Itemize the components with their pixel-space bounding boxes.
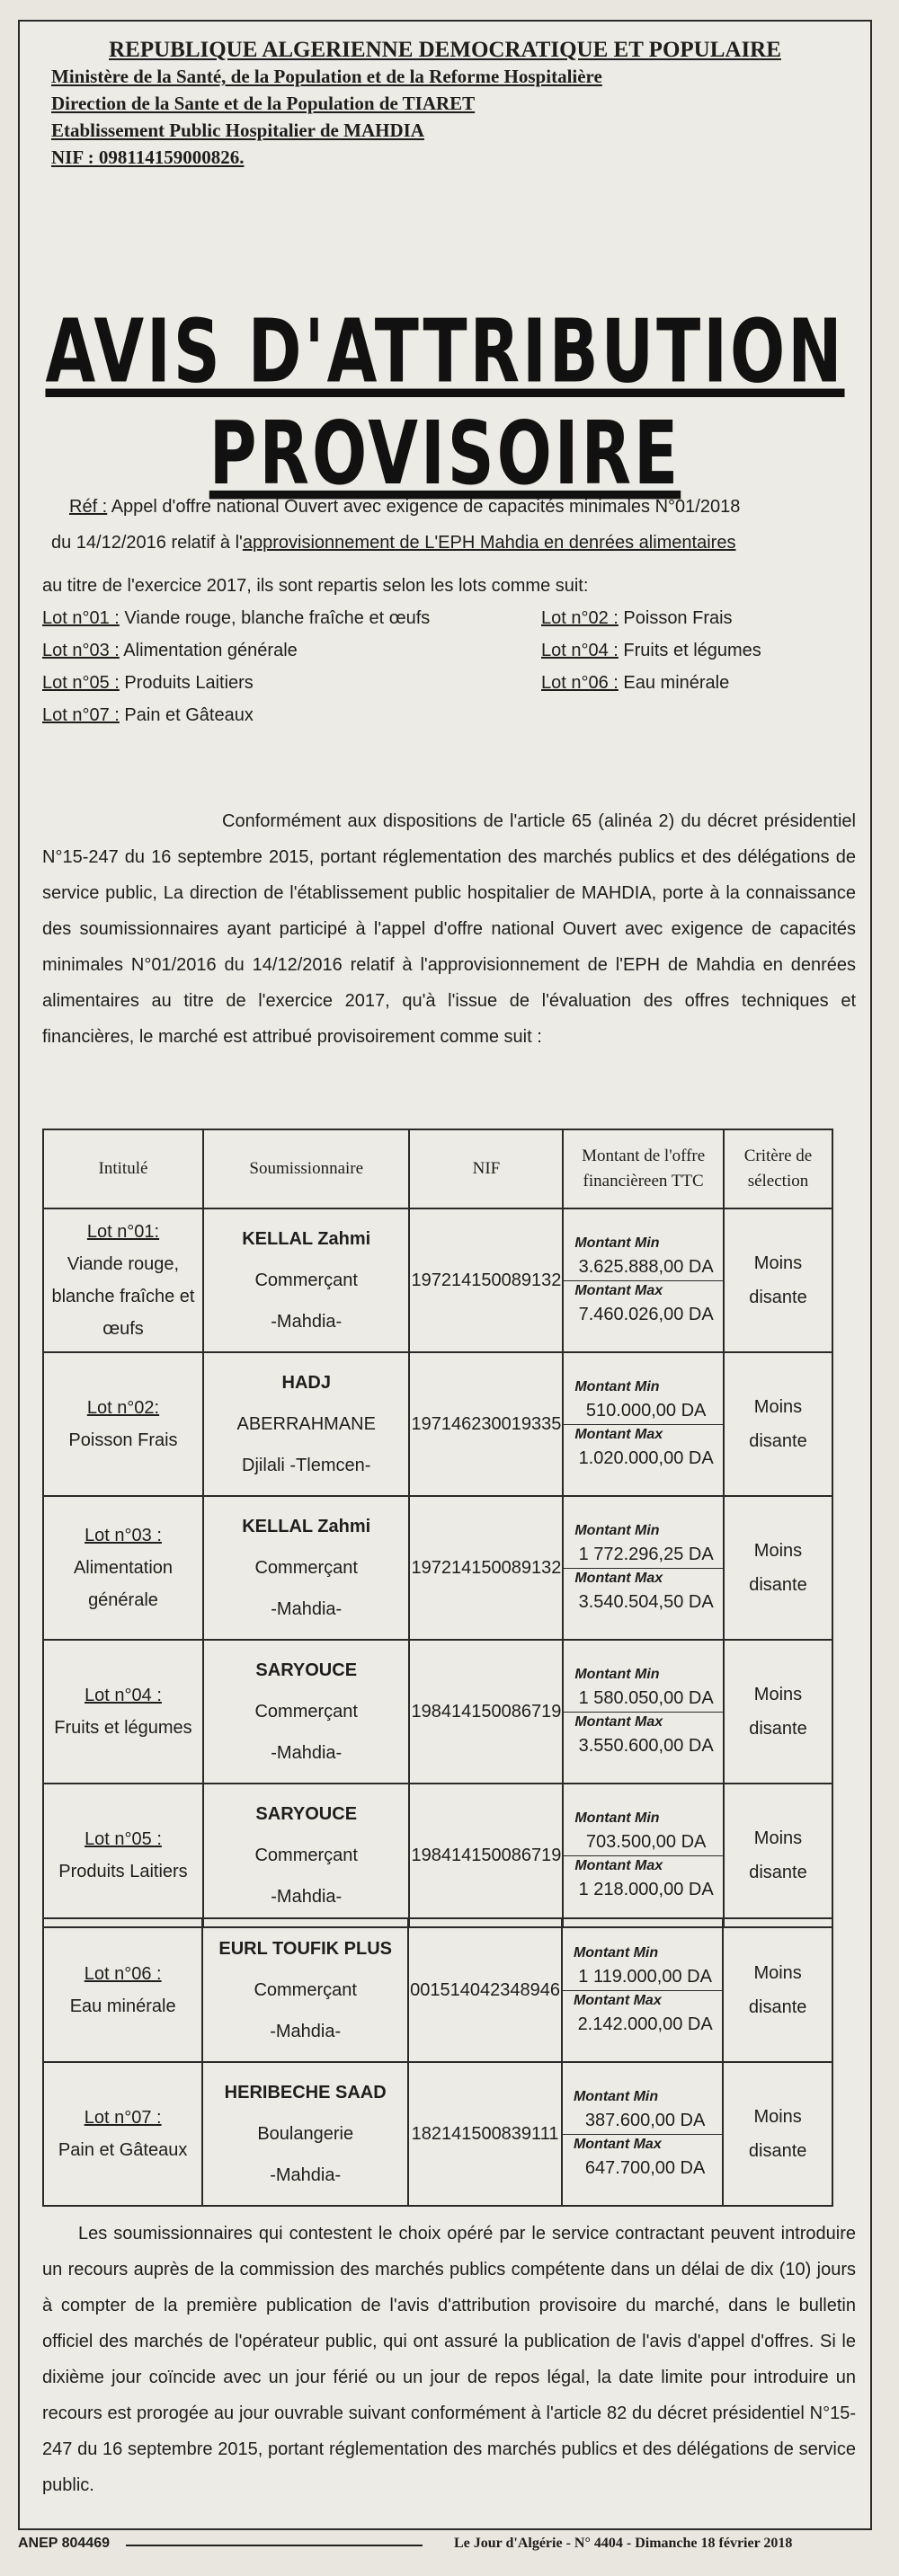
- min-label: Montant Min: [574, 1666, 660, 1682]
- max-amount: 1 218.000,00 DA: [578, 1879, 714, 1899]
- min-label: Montant Min: [574, 1378, 660, 1394]
- cell-supplier-name: HERIBECHE SAAD: [224, 2083, 387, 2102]
- lot-key: Lot n°06 :: [541, 673, 619, 693]
- table-row: [43, 2062, 832, 2206]
- cell-montant: [563, 1352, 724, 1496]
- lot-key: Lot n°07 :: [42, 705, 120, 725]
- reference-text-1: Appel d'offre national Ouvert avec exigence de capacités minimales N°01/2018: [111, 497, 741, 517]
- criterion-text: Moins disante: [748, 2107, 807, 2161]
- cell-critere: [724, 1640, 832, 1784]
- table-row: [43, 1918, 832, 2062]
- max-label: Montant Max: [573, 1992, 662, 2008]
- reference-text-2b: approvisionnement de L'EPH Mahdia en denrées alimentaires: [242, 533, 736, 553]
- min-amount: 510.000,00 DA: [564, 1397, 723, 1425]
- cell-supplier-name: SARYOUCE: [255, 1660, 358, 1680]
- min-label: Montant Min: [574, 1235, 660, 1251]
- lots-list: [42, 570, 851, 731]
- cell-supplier-line3: -Mahdia-: [271, 1599, 343, 1619]
- cell-supplier-line2: Commerçant: [254, 1702, 358, 1722]
- cell-supplier-line3: Djilali -Tlemcen-: [242, 1456, 371, 1475]
- cell-intitule: [43, 1208, 203, 1352]
- attribution-table-continued: [42, 1917, 833, 2207]
- cell-critere: [724, 1496, 832, 1640]
- cell-lot-name: Poisson Frais: [68, 1430, 178, 1450]
- paragraph-recourse: Les soumissionnaires qui contestent le choix opéré par le service contractant peuvent introduire un recours auprès de la commission des marchés publics compétente dans un délai de dix (10) jours à compter de la première publication de l'avis d'attribution provisoire du marché, dans le bulletin officiel des marchés de l'opérateur public, qui ont assuré la publication de l'avis d'appel d'offres. Si le dixième jour coïncide avec un jour férié ou un jour de repos légal, la date limite pour introduire un recours est prorogée au jour ouvrable suivant conformément à l'article 82 du décret présidentiel N°15-247 du 16 septembre 2015, portant réglementation des marchés publics et des délégations de service public.: [42, 2224, 856, 2495]
- attribution-table: [42, 1129, 833, 1928]
- lot-name: Viande rouge, blanche fraîche et œufs: [124, 608, 431, 628]
- cell-nif: 197214150089132: [409, 1496, 563, 1640]
- cell-intitule: [43, 1496, 203, 1640]
- min-amount: 703.500,00 DA: [564, 1828, 723, 1856]
- cell-intitule: [43, 1640, 203, 1784]
- cell-lot: Lot n°03 :: [85, 1526, 162, 1545]
- max-amount: 7.460.026,00 DA: [578, 1304, 714, 1324]
- lot-name: Eau minérale: [623, 673, 730, 693]
- criterion-text: Moins disante: [749, 1828, 807, 1882]
- cell-supplier-name: KELLAL Zahmi: [242, 1517, 371, 1536]
- max-label: Montant Max: [574, 1713, 663, 1730]
- cell-supplier-name: HADJ: [281, 1373, 331, 1393]
- table-row: [43, 1208, 832, 1352]
- lot-key: Lot n°05 :: [42, 673, 120, 693]
- cell-lot: Lot n°07 :: [84, 2108, 162, 2128]
- col-header-montant: Montant de l'offre financièreen TTC: [563, 1129, 724, 1208]
- max-amount: 3.550.600,00 DA: [578, 1735, 714, 1756]
- max-label: Montant Max: [574, 1426, 663, 1442]
- cell-lot: Lot n°05 :: [85, 1829, 162, 1849]
- cell-supplier-line3: -Mahdia-: [271, 1743, 343, 1763]
- lot-key: Lot n°01 :: [42, 608, 120, 628]
- cell-supplier-line2: ABERRAHMANE: [236, 1414, 376, 1434]
- cell-critere: [723, 2062, 832, 2206]
- cell-nif: 198414150086719: [409, 1640, 563, 1784]
- lot-key: Lot n°03 :: [42, 641, 120, 660]
- cell-critere: [724, 1784, 832, 1927]
- reference-label: Réf :: [69, 497, 108, 517]
- min-amount: 1 772.296,25 DA: [564, 1541, 723, 1569]
- cell-critere: [724, 1208, 832, 1352]
- criterion-text: Moins disante: [749, 1397, 807, 1451]
- cell-lot: Lot n°04 :: [85, 1686, 162, 1705]
- cell-lot-name: Viande rouge, blanche fraîche et œufs: [51, 1254, 195, 1339]
- header-republic: REPUBLIQUE ALGERIENNE DEMOCRATIQUE ET POPULAIRE: [109, 38, 781, 62]
- header-direction: Direction de la Sante et de la Population de TIARET: [51, 93, 476, 114]
- cell-montant: [563, 1640, 724, 1784]
- col-header-critere: Critère de sélection: [724, 1129, 832, 1208]
- cell-supplier-line3: -Mahdia-: [270, 2022, 342, 2041]
- table-row: [43, 1784, 832, 1927]
- cell-lot: Lot n°06 :: [84, 1964, 162, 1984]
- cell-soumissionnaire: [203, 1784, 410, 1927]
- max-amount: 1.020.000,00 DA: [578, 1447, 714, 1468]
- criterion-text: Moins disante: [749, 1541, 807, 1595]
- cell-montant: [562, 1918, 723, 2062]
- table-row: [43, 1640, 832, 1784]
- lot-name: Pain et Gâteaux: [124, 705, 254, 725]
- lots-intro: au titre de l'exercice 2017, ils sont repartis selon les lots comme suit:: [42, 576, 589, 596]
- cell-supplier-line3: -Mahdia-: [271, 1312, 343, 1332]
- min-label: Montant Min: [574, 1522, 660, 1538]
- criterion-text: Moins disante: [749, 1685, 807, 1739]
- reference-text-2a: du 14/12/2016 relatif à l': [51, 533, 243, 553]
- min-amount: 387.600,00 DA: [563, 2107, 722, 2135]
- lot-key: Lot n°04 :: [541, 641, 619, 660]
- cell-supplier-line2: Commerçant: [254, 1558, 358, 1578]
- cell-soumissionnaire: [203, 1352, 410, 1496]
- footer-rule: [126, 2545, 423, 2546]
- max-label: Montant Max: [574, 1282, 663, 1298]
- cell-lot: Lot n°02:: [86, 1398, 160, 1418]
- header-ministry: Ministère de la Santé, de la Population et de la Reforme Hospitalière: [51, 66, 602, 87]
- max-label: Montant Max: [573, 2136, 662, 2152]
- criterion-text: Moins disante: [748, 1963, 807, 2017]
- header-nif: NIF : 098114159000826.: [51, 146, 245, 168]
- cell-supplier-line2: Commerçant: [254, 1980, 357, 2000]
- max-amount: 647.700,00 DA: [584, 2157, 706, 2178]
- cell-montant: [563, 1784, 724, 1927]
- cell-lot-name: Produits Laitiers: [58, 1862, 188, 1881]
- min-amount: 1 580.050,00 DA: [564, 1685, 723, 1713]
- table-row: [43, 1496, 832, 1640]
- cell-supplier-line3: -Mahdia-: [271, 1887, 343, 1907]
- table-row: [43, 1352, 832, 1496]
- paragraph-conformity: Conformément aux dispositions de l'article 65 (alinéa 2) du décret présidentiel N°15-247 du 16 septembre 2015, portant réglementation des marchés publics et des délégations de service public, La direction de l'établissement public hospitalier de MAHDIA, porte à la connaissance des soumissionnaires ayant participé à l'appel d'offre national Ouvert avec exigence de capacités minimales N°01/2016 du 14/12/2016 relatif à l'approvisionnement de l'EPH de Mahdia en denrées alimentaires au titre de l'exercice 2017, qu'à l'issue de l'évaluation des offres techniques et financières, le marché est attribué provisoirement comme suit :: [42, 811, 856, 1047]
- cell-supplier-line3: -Mahdia-: [270, 2165, 342, 2185]
- notice-frame: [18, 20, 872, 2530]
- header-establishment: Etablissement Public Hospitalier de MAHDIA: [51, 120, 424, 141]
- cell-soumissionnaire: [203, 1640, 410, 1784]
- footer-publication: Le Jour d'Algérie - N° 4404 - Dimanche 18 février 2018: [454, 2536, 793, 2551]
- cell-soumissionnaire: [203, 1208, 410, 1352]
- cell-supplier-name: KELLAL Zahmi: [242, 1229, 371, 1249]
- cell-supplier-name: SARYOUCE: [255, 1804, 358, 1824]
- lot-name: Alimentation générale: [123, 641, 298, 660]
- cell-intitule: [43, 1784, 203, 1927]
- cell-lot: Lot n°01:: [86, 1222, 160, 1242]
- max-amount: 3.540.504,50 DA: [578, 1591, 714, 1612]
- min-label: Montant Min: [574, 1810, 660, 1826]
- lot-name: Produits Laitiers: [124, 673, 254, 693]
- footer-anep: ANEP 804469: [18, 2536, 110, 2551]
- cell-lot-name: Eau minérale: [69, 1996, 176, 2016]
- col-header-soumissionnaire: Soumissionnaire: [203, 1129, 410, 1208]
- cell-soumissionnaire: [203, 1496, 410, 1640]
- lot-key: Lot n°02 :: [541, 608, 619, 628]
- cell-intitule: [43, 1918, 202, 2062]
- cell-lot-name: Alimentation générale: [73, 1558, 174, 1610]
- reference-block: [51, 489, 860, 561]
- criterion-text: Moins disante: [749, 1253, 807, 1307]
- cell-supplier-line2: Boulangerie: [257, 2124, 354, 2144]
- cell-montant: [563, 1208, 724, 1352]
- min-amount: 1 119.000,00 DA: [563, 1963, 722, 1991]
- col-header-nif: NIF: [409, 1129, 563, 1208]
- cell-nif: 001514042348946: [408, 1918, 562, 2062]
- cell-intitule: [43, 2062, 202, 2206]
- lot-name: Fruits et légumes: [623, 641, 761, 660]
- cell-critere: [723, 1918, 832, 2062]
- col-header-intitule: Intitulé: [43, 1129, 203, 1208]
- cell-soumissionnaire: [202, 1918, 408, 2062]
- cell-lot-name: Fruits et légumes: [54, 1718, 192, 1738]
- cell-lot-name: Pain et Gâteaux: [58, 2140, 188, 2160]
- header-block: [20, 38, 870, 171]
- lot-name: Poisson Frais: [623, 608, 733, 628]
- min-amount: 3.625.888,00 DA: [564, 1253, 723, 1281]
- cell-supplier-line2: Commerçant: [254, 1846, 358, 1865]
- min-label: Montant Min: [573, 2088, 659, 2104]
- min-label: Montant Min: [573, 1944, 659, 1961]
- max-amount: 2.142.000,00 DA: [577, 2014, 713, 2034]
- cell-nif: 197214150089132: [409, 1208, 563, 1352]
- cell-critere: [724, 1352, 832, 1496]
- cell-soumissionnaire: [202, 2062, 408, 2206]
- cell-supplier-line2: Commerçant: [254, 1270, 358, 1290]
- max-label: Montant Max: [574, 1570, 663, 1586]
- cell-supplier-name: EURL TOUFIK PLUS: [218, 1939, 392, 1959]
- notice-title: AVIS D'ATTRIBUTION PROVISOIRE: [45, 300, 845, 504]
- cell-nif: 197146230019335: [409, 1352, 563, 1496]
- cell-montant: [562, 2062, 723, 2206]
- cell-nif: 198414150086719: [409, 1784, 563, 1927]
- cell-nif: 182141500839111: [408, 2062, 562, 2206]
- max-label: Montant Max: [574, 1857, 663, 1873]
- cell-montant: [563, 1496, 724, 1640]
- cell-intitule: [43, 1352, 203, 1496]
